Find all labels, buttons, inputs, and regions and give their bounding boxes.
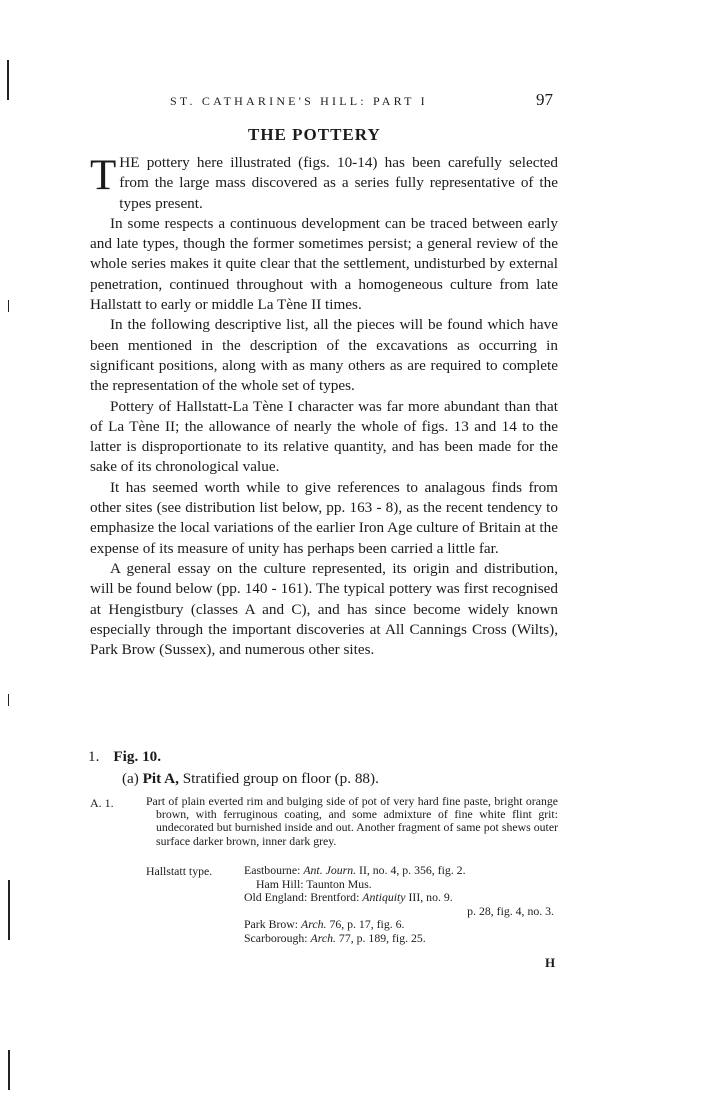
scan-artifact xyxy=(8,880,10,940)
entry-id: A. 1. xyxy=(90,796,114,810)
section-title: THE POTTERY xyxy=(248,125,381,144)
scan-artifact xyxy=(8,1050,10,1090)
reference-line: Old England: Brentford: Antiquity III, no. 9. xyxy=(244,890,453,904)
scan-artifact xyxy=(8,300,9,312)
entry-description xyxy=(146,795,558,848)
running-head: ST. CATHARINE'S HILL: PART I xyxy=(170,94,428,108)
scan-artifact xyxy=(7,60,9,100)
reference-line: Eastbourne: Ant. Journ. II, no. 4, p. 356, fig. 2. xyxy=(244,863,466,877)
paragraph-5: It has seemed worth while to give references to analagous finds from other sites (see distribution list below, pp. 163 - 8), as the recent tendency to emphasize the local variations of the earlier Iron Age culture of Britain at the expense of its measure of unity has perhaps been carried a little far. xyxy=(90,478,558,557)
reference-line: Park Brow: Arch. 76, p. 17, fig. 6. xyxy=(244,917,405,931)
paragraph-6: A general essay on the culture represented, its origin and distribution, will be found below (pp. 140 - 161). The typical pottery was first recognised at Hengistbury (classes A and C), and has since become widely known especially through the important discoveries at All Cannings Cross (Wilts), Park Brow (Sussex), and numerous other sites. xyxy=(90,559,558,659)
signature-mark: H xyxy=(545,955,556,970)
reference-line: Scarborough: Arch. 77, p. 189, fig. 25. xyxy=(244,930,426,945)
group-heading xyxy=(122,770,379,788)
paragraph-2: In some respects a continuous development can be traced between early and late types, though the former sometimes persist; a general review of the whole series makes it quite clear that the settlement, undisturbed by external penetration, continued throughout with a homogeneous culture from late Hallstatt to early or middle La Tène II times. xyxy=(90,214,558,314)
entry-description-text: Part of plain everted rim and bulging side of pot of very hard fine paste, bright orange brown, with ferruginous coating, and some admixture of fine white flint grit: undecorated but burnished inside and out. Another fragment of same pot shews outer surface darker brown, inner dark grey. xyxy=(146,794,558,848)
group-description: Stratified group on floor (p. 88). xyxy=(182,770,379,787)
type-label: Hallstatt type. xyxy=(146,864,213,878)
group-letter: (a) xyxy=(122,770,139,787)
paragraph-3: In the following descriptive list, all the pieces will be found which have been mentioned in the description of the excavations as occurring in significant positions, along with as many others as are required to complete the representation of the whole set of types. xyxy=(90,316,558,395)
page-number: 97 xyxy=(536,90,553,109)
scan-artifact xyxy=(8,694,9,706)
drop-cap: T xyxy=(90,152,117,199)
paragraph-1 xyxy=(90,153,558,214)
paragraph-4: Pottery of Hallstatt-La Tène I character was far more abundant than that of La Tène II; the allowance of nearly the whole of figs. 13 and 14 to the latter is disproportionate to its relative quantity, and has been made for the sake of its chronological value. xyxy=(90,397,558,476)
figure-list-number: 1. xyxy=(88,748,100,765)
reference-line: Ham Hill: Taunton Mus. xyxy=(256,876,372,891)
paragraph-1-text: HE pottery here illustrated (figs. 10-14) has been carefully selected from the large mass discovered as a series fully representative of the types present. xyxy=(119,154,558,212)
group-site: Pit A, xyxy=(142,770,179,787)
reference-continuation: p. 28, fig. 4, no. 3. xyxy=(467,903,554,918)
reference-list xyxy=(244,864,564,945)
body-text xyxy=(90,153,558,660)
figure-heading xyxy=(88,748,161,766)
figure-label: Fig. 10. xyxy=(113,748,162,765)
